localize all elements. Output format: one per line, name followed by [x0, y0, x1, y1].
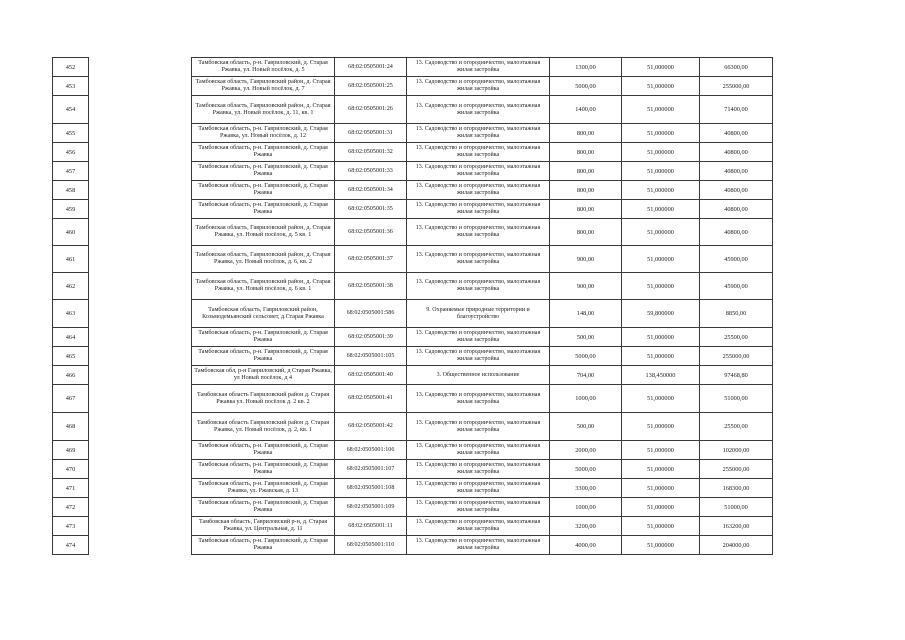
specific-value-cell: 51,000000: [622, 200, 700, 219]
address-cell: Тамбовская область, р-н. Гавриловский, д. Старая Ржавка, ул. Ржавская, д. 13: [192, 479, 335, 498]
address-cell: Тамбовская область Гавриловский район д. Старая Ржавка, ул. Новый посёлок, д. 2, кв. 1: [192, 413, 335, 441]
address-cell: Тамбовская область, р-н. Гавриловский, д. Старая Ржавка: [192, 441, 335, 460]
cadastral-value-cell: 204000,00: [700, 536, 773, 555]
specific-value-cell: 51,000000: [622, 328, 700, 347]
blank-cell: [89, 517, 192, 536]
blank-cell: [89, 273, 192, 300]
blank-cell: [89, 162, 192, 181]
cadastral-value-cell: 25500,00: [700, 413, 773, 441]
area-cell: 1000,00: [550, 385, 622, 413]
specific-value-cell: 51,000000: [622, 162, 700, 181]
address-cell: Тамбовская область, Гавриловский район, д. Старая Ржавка, ул. Новый посёлок, д. 6 кв. 1: [192, 273, 335, 300]
area-cell: 800,00: [550, 124, 622, 143]
land-use-cell: 13. Садоводство и огородничество, малоэтажная жилая застройка: [407, 124, 550, 143]
cadastral-value-table: [52, 57, 773, 555]
specific-value-cell: 51,000000: [622, 385, 700, 413]
land-use-cell: 13. Садоводство и огородничество, малоэтажная жилая застройка: [407, 441, 550, 460]
address-cell: Тамбовская обл, р-н Гавриловский, д Старая Ржавка, ул Новый посёлок, д 4: [192, 366, 335, 385]
address-cell: Тамбовская область, Гавриловский район, Козьмодемьянский сельсовет, д.Старая Ржавка: [192, 300, 335, 328]
cadastral-value-cell: 51000,00: [700, 498, 773, 517]
area-cell: 1000,00: [550, 498, 622, 517]
blank-cell: [89, 498, 192, 517]
area-cell: 5000,00: [550, 77, 622, 96]
row-number: 473: [53, 517, 89, 536]
specific-value-cell: 51,000000: [622, 246, 700, 273]
blank-cell: [89, 300, 192, 328]
land-use-cell: 3. Общественное использование: [407, 366, 550, 385]
land-use-cell: 13. Садоводство и огородничество, малоэтажная жилая застройка: [407, 385, 550, 413]
cadastral-value-cell: 66300,00: [700, 58, 773, 77]
area-cell: 704,00: [550, 366, 622, 385]
specific-value-cell: 51,000000: [622, 181, 700, 200]
specific-value-cell: 51,000000: [622, 441, 700, 460]
area-cell: 500,00: [550, 413, 622, 441]
cadastral-value-cell: 45900,00: [700, 273, 773, 300]
table-row: [53, 460, 773, 479]
area-cell: 500,00: [550, 328, 622, 347]
row-number: 469: [53, 441, 89, 460]
specific-value-cell: 51,000000: [622, 413, 700, 441]
row-number: 459: [53, 200, 89, 219]
cadastral-number-cell: 68:02:0505001:35: [335, 200, 407, 219]
blank-cell: [89, 246, 192, 273]
land-use-cell: 13. Садоводство и огородничество, малоэтажная жилая застройка: [407, 77, 550, 96]
land-use-cell: 13. Садоводство и огородничество, малоэтажная жилая застройка: [407, 246, 550, 273]
blank-cell: [89, 366, 192, 385]
cadastral-value-cell: 255000,00: [700, 77, 773, 96]
cadastral-number-cell: 68:02:0505001:106: [335, 441, 407, 460]
cadastral-value-cell: 40800,00: [700, 181, 773, 200]
cadastral-number-cell: 68:02:0505001:31: [335, 124, 407, 143]
row-number: 453: [53, 77, 89, 96]
row-number: 463: [53, 300, 89, 328]
blank-cell: [89, 181, 192, 200]
table-row: [53, 77, 773, 96]
blank-cell: [89, 347, 192, 366]
land-use-cell: 13. Садоводство и огородничество, малоэтажная жилая застройка: [407, 498, 550, 517]
cadastral-number-cell: 68:02:0505001:40: [335, 366, 407, 385]
row-number: 454: [53, 96, 89, 124]
row-number: 465: [53, 347, 89, 366]
table-row: [53, 219, 773, 246]
land-use-cell: 9. Охраняемые природные территории и благоустройство: [407, 300, 550, 328]
land-use-cell: 13. Садоводство и огородничество, малоэтажная жилая застройка: [407, 536, 550, 555]
specific-value-cell: 51,000000: [622, 479, 700, 498]
address-cell: Тамбовская область, Гавриловский район, д. Старая Ржавка, ул. Новый посёлок, д. 7: [192, 77, 335, 96]
cadastral-number-cell: 68:02:0505001:108: [335, 479, 407, 498]
specific-value-cell: 51,000000: [622, 536, 700, 555]
cadastral-number-cell: 68:02:0505001:11: [335, 517, 407, 536]
row-number: 461: [53, 246, 89, 273]
area-cell: 1300,00: [550, 58, 622, 77]
address-cell: Тамбовская область, Гавриловский район, д. Старая Ржавка, ул. Новый посёлок, д. 6, кв. 2: [192, 246, 335, 273]
cadastral-value-cell: 51000,00: [700, 385, 773, 413]
cadastral-number-cell: 68:02:0505001:109: [335, 498, 407, 517]
specific-value-cell: 138,450000: [622, 366, 700, 385]
area-cell: 5000,00: [550, 347, 622, 366]
area-cell: 3200,00: [550, 517, 622, 536]
table-row: [53, 96, 773, 124]
row-number: 464: [53, 328, 89, 347]
specific-value-cell: 51,000000: [622, 517, 700, 536]
blank-cell: [89, 385, 192, 413]
cadastral-number-cell: 68:02:0505001:105: [335, 347, 407, 366]
row-number: 452: [53, 58, 89, 77]
cadastral-number-cell: 68:02:0505001:33: [335, 162, 407, 181]
specific-value-cell: 51,000000: [622, 124, 700, 143]
specific-value-cell: 51,000000: [622, 96, 700, 124]
blank-cell: [89, 441, 192, 460]
land-use-cell: 13. Садоводство и огородничество, малоэтажная жилая застройка: [407, 162, 550, 181]
area-cell: 5000,00: [550, 460, 622, 479]
table-row: [53, 517, 773, 536]
land-use-cell: 13. Садоводство и огородничество, малоэтажная жилая застройка: [407, 273, 550, 300]
address-cell: Тамбовская область, р-н. Гавриловский, д. Старая Ржавка: [192, 328, 335, 347]
address-cell: Тамбовская область, р-н. Гавриловский, д. Старая Ржавка: [192, 200, 335, 219]
blank-cell: [89, 96, 192, 124]
cadastral-value-cell: 40800,00: [700, 143, 773, 162]
cadastral-value-cell: 40800,00: [700, 162, 773, 181]
cadastral-number-cell: 68:02:0505001:34: [335, 181, 407, 200]
specific-value-cell: 51,000000: [622, 77, 700, 96]
cadastral-number-cell: 68:02:0505001:36: [335, 219, 407, 246]
address-cell: Тамбовская область, р-н. Гавриловский, д. Старая Ржавка: [192, 181, 335, 200]
blank-cell: [89, 413, 192, 441]
land-use-cell: 13. Садоводство и огородничество, малоэтажная жилая застройка: [407, 328, 550, 347]
cadastral-number-cell: 68:02:0505001:25: [335, 77, 407, 96]
cadastral-value-cell: 97468,80: [700, 366, 773, 385]
blank-cell: [89, 219, 192, 246]
specific-value-cell: 51,000000: [622, 498, 700, 517]
row-number: 470: [53, 460, 89, 479]
row-number: 471: [53, 479, 89, 498]
table-row: [53, 124, 773, 143]
row-number: 467: [53, 385, 89, 413]
address-cell: Тамбовская область, р-н. Гавриловский, д. Старая Ржавка, ул. Новый посёлок, д. 12: [192, 124, 335, 143]
row-number: 474: [53, 536, 89, 555]
area-cell: 800,00: [550, 143, 622, 162]
cadastral-value-cell: 45900,00: [700, 246, 773, 273]
land-use-cell: 13. Садоводство и огородничество, малоэтажная жилая застройка: [407, 96, 550, 124]
cadastral-value-cell: 102000,00: [700, 441, 773, 460]
row-number: 458: [53, 181, 89, 200]
cadastral-value-cell: 255000,00: [700, 460, 773, 479]
cadastral-number-cell: 68:02:0505001:107: [335, 460, 407, 479]
area-cell: 800,00: [550, 162, 622, 181]
address-cell: Тамбовская область, р-н. Гавриловский, д. Старая Ржавка: [192, 536, 335, 555]
cadastral-number-cell: 68:02:0505001:32: [335, 143, 407, 162]
area-cell: 4000,00: [550, 536, 622, 555]
cadastral-number-cell: 68:02:0505001:24: [335, 58, 407, 77]
row-number: 472: [53, 498, 89, 517]
address-cell: Тамбовская область, р-н. Гавриловский, д. Старая Ржавка: [192, 498, 335, 517]
table-row: [53, 58, 773, 77]
cadastral-value-cell: 255000,00: [700, 347, 773, 366]
specific-value-cell: 51,000000: [622, 460, 700, 479]
blank-cell: [89, 328, 192, 347]
cadastral-number-cell: 68:02:0505001:42: [335, 413, 407, 441]
row-number: 457: [53, 162, 89, 181]
table-row: [53, 536, 773, 555]
land-use-cell: 13. Садоводство и огородничество, малоэтажная жилая застройка: [407, 517, 550, 536]
table-row: [53, 181, 773, 200]
table-row: [53, 413, 773, 441]
address-cell: Тамбовская область, р-н. Гавриловский, д. Старая Ржавка: [192, 460, 335, 479]
table-row: [53, 498, 773, 517]
table-row: [53, 479, 773, 498]
cadastral-value-cell: 8850,00: [700, 300, 773, 328]
land-use-cell: 13. Садоводство и огородничество, малоэтажная жилая застройка: [407, 347, 550, 366]
area-cell: 148,00: [550, 300, 622, 328]
specific-value-cell: 51,000000: [622, 273, 700, 300]
table-row: [53, 300, 773, 328]
address-cell: Тамбовская область, р-н. Гавриловский, д. Старая Ржавка, ул. Новый посёлок, д. 5: [192, 58, 335, 77]
land-use-cell: 13. Садоводство и огородничество, малоэтажная жилая застройка: [407, 413, 550, 441]
area-cell: 900,00: [550, 246, 622, 273]
area-cell: 800,00: [550, 181, 622, 200]
land-use-cell: 13. Садоводство и огородничество, малоэтажная жилая застройка: [407, 200, 550, 219]
cadastral-value-cell: 40800,00: [700, 200, 773, 219]
address-cell: Тамбовская область, р-н. Гавриловский, д. Старая Ржавка: [192, 347, 335, 366]
blank-cell: [89, 143, 192, 162]
area-cell: 800,00: [550, 200, 622, 219]
specific-value-cell: 51,000000: [622, 143, 700, 162]
cadastral-value-cell: 71400,00: [700, 96, 773, 124]
area-cell: 900,00: [550, 273, 622, 300]
area-cell: 1400,00: [550, 96, 622, 124]
specific-value-cell: 51,000000: [622, 219, 700, 246]
cadastral-number-cell: 68:02:0505001:110: [335, 536, 407, 555]
address-cell: Тамбовская область, Гавриловский район, д. Старая Ржавка, ул. Новый посёлок, д. 5 кв. 1: [192, 219, 335, 246]
table-row: [53, 441, 773, 460]
area-cell: 2000,00: [550, 441, 622, 460]
cadastral-number-cell: 68:02:0505001:26: [335, 96, 407, 124]
address-cell: Тамбовская область Гавриловский район д. Старая Ржавка ул. Новый посёлок д. 2 кв. 2: [192, 385, 335, 413]
cadastral-number-cell: 68:02:0505001:586: [335, 300, 407, 328]
land-use-cell: 13. Садоводство и огородничество, малоэтажная жилая застройка: [407, 143, 550, 162]
specific-value-cell: 51,000000: [622, 347, 700, 366]
blank-cell: [89, 77, 192, 96]
cadastral-value-cell: 40800,00: [700, 124, 773, 143]
table-row: [53, 246, 773, 273]
land-use-cell: 13. Садоводство и огородничество, малоэтажная жилая застройка: [407, 181, 550, 200]
table-row: [53, 143, 773, 162]
row-number: 460: [53, 219, 89, 246]
specific-value-cell: 59,800000: [622, 300, 700, 328]
blank-cell: [89, 460, 192, 479]
cadastral-number-cell: 68:02:0505001:41: [335, 385, 407, 413]
row-number: 468: [53, 413, 89, 441]
table-row: [53, 162, 773, 181]
area-cell: 3300,00: [550, 479, 622, 498]
table-row: [53, 366, 773, 385]
area-cell: 800,00: [550, 219, 622, 246]
row-number: 466: [53, 366, 89, 385]
table-row: [53, 200, 773, 219]
land-use-cell: 13. Садоводство и огородничество, малоэтажная жилая застройка: [407, 58, 550, 77]
row-number: 462: [53, 273, 89, 300]
table-row: [53, 347, 773, 366]
cadastral-number-cell: 68:02:0505001:37: [335, 246, 407, 273]
cadastral-value-cell: 40800,00: [700, 219, 773, 246]
cadastral-value-cell: 168300,00: [700, 479, 773, 498]
address-cell: Тамбовская область, Гавриловский р-н, д. Старая Ржавка, ул. Центральная, д. 11: [192, 517, 335, 536]
blank-cell: [89, 58, 192, 77]
cadastral-value-cell: 163200,00: [700, 517, 773, 536]
land-use-cell: 13. Садоводство и огородничество, малоэтажная жилая застройка: [407, 479, 550, 498]
blank-cell: [89, 124, 192, 143]
blank-cell: [89, 536, 192, 555]
row-number: 456: [53, 143, 89, 162]
table-row: [53, 328, 773, 347]
address-cell: Тамбовская область, р-н. Гавриловский, д. Старая Ржавка: [192, 162, 335, 181]
table-row: [53, 385, 773, 413]
row-number: 455: [53, 124, 89, 143]
blank-cell: [89, 479, 192, 498]
address-cell: Тамбовская область, р-н. Гавриловский, д. Старая Ржавка: [192, 143, 335, 162]
cadastral-value-cell: 25500,00: [700, 328, 773, 347]
table-row: [53, 273, 773, 300]
cadastral-number-cell: 68:02:0505001:39: [335, 328, 407, 347]
land-use-cell: 13. Садоводство и огородничество, малоэтажная жилая застройка: [407, 219, 550, 246]
specific-value-cell: 51,000000: [622, 58, 700, 77]
land-use-cell: 13. Садоводство и огородничество, малоэтажная жилая застройка: [407, 460, 550, 479]
address-cell: Тамбовская область, Гавриловский район, д. Старая Ржавка, ул. Новый посёлок, д. 11, кв. 1: [192, 96, 335, 124]
cadastral-number-cell: 68:02:0505001:38: [335, 273, 407, 300]
blank-cell: [89, 200, 192, 219]
